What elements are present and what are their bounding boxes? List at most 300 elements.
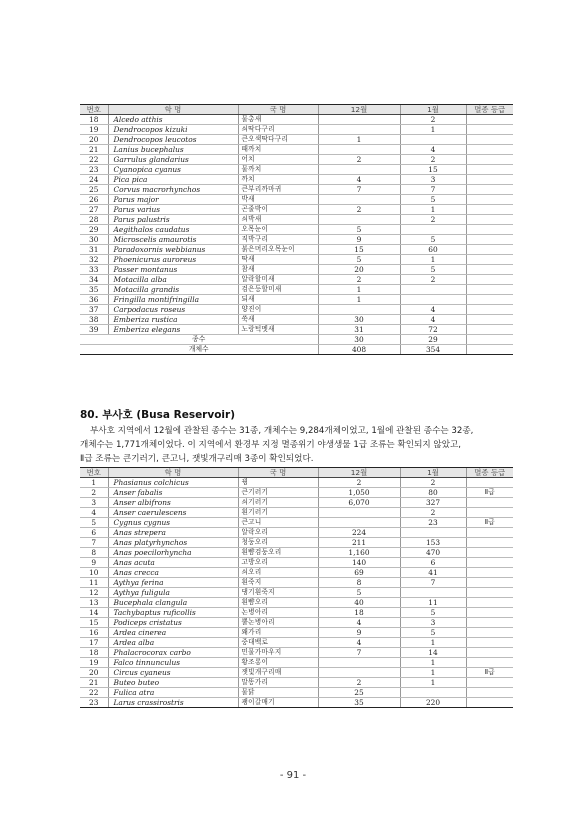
row-number: 13 bbox=[80, 598, 108, 608]
december-count: 9 bbox=[318, 235, 400, 245]
endangered-grade bbox=[466, 135, 513, 145]
january-count: 4 bbox=[400, 315, 466, 325]
row-number: 4 bbox=[80, 508, 108, 518]
table-row bbox=[80, 325, 513, 335]
december-count: 25 bbox=[318, 688, 400, 698]
korean-name: 흰뺨오리 bbox=[238, 598, 318, 608]
row-number: 2 bbox=[80, 488, 108, 498]
december-count bbox=[318, 115, 400, 125]
january-count: 23 bbox=[400, 518, 466, 528]
row-number: 29 bbox=[80, 225, 108, 235]
scientific-name: Falco tinnunculus bbox=[108, 658, 238, 668]
december-count: 30 bbox=[318, 315, 400, 325]
january-count: 4 bbox=[400, 145, 466, 155]
endangered-grade bbox=[466, 165, 513, 175]
korean-name: 잿빛개구리매 bbox=[238, 668, 318, 678]
table-row bbox=[80, 638, 513, 648]
table-row bbox=[80, 598, 513, 608]
december-count bbox=[318, 508, 400, 518]
header-scientific-name: 학 명 bbox=[108, 105, 238, 115]
table-row bbox=[80, 568, 513, 578]
row-number: 18 bbox=[80, 648, 108, 658]
december-count: 1,050 bbox=[318, 488, 400, 498]
december-count bbox=[318, 215, 400, 225]
korean-name: 청둥오리 bbox=[238, 538, 318, 548]
endangered-grade bbox=[466, 568, 513, 578]
table-row bbox=[80, 548, 513, 558]
january-count: 7 bbox=[400, 185, 466, 195]
table-row bbox=[80, 275, 513, 285]
busa-reservoir-species-table bbox=[80, 467, 513, 708]
table-row bbox=[80, 165, 513, 175]
december-count bbox=[318, 195, 400, 205]
row-number: 5 bbox=[80, 518, 108, 528]
january-count: 2 bbox=[400, 115, 466, 125]
species-count-row-january: 29 bbox=[400, 335, 466, 345]
korean-name: 물총새 bbox=[238, 115, 318, 125]
december-count: 15 bbox=[318, 245, 400, 255]
row-number: 25 bbox=[80, 185, 108, 195]
endangered-grade bbox=[466, 305, 513, 315]
korean-name: 괭이갈매기 bbox=[238, 698, 318, 708]
table-row bbox=[80, 478, 513, 488]
table-row bbox=[80, 265, 513, 275]
korean-name: 물까치 bbox=[238, 165, 318, 175]
scientific-name: Phasianus colchicus bbox=[108, 478, 238, 488]
table-row bbox=[80, 135, 513, 145]
january-count bbox=[400, 528, 466, 538]
january-count: 5 bbox=[400, 235, 466, 245]
table-row bbox=[80, 508, 513, 518]
korean-name: 까치 bbox=[238, 175, 318, 185]
january-count: 153 bbox=[400, 538, 466, 548]
january-count: 4 bbox=[400, 305, 466, 315]
scientific-name: Anser fabalis bbox=[108, 488, 238, 498]
december-count: 6,070 bbox=[318, 498, 400, 508]
table-row bbox=[80, 305, 513, 315]
row-number: 31 bbox=[80, 245, 108, 255]
table-header-row bbox=[80, 105, 513, 115]
january-count: 2 bbox=[400, 155, 466, 165]
page-number: - 91 - bbox=[279, 770, 307, 781]
january-count: 2 bbox=[400, 508, 466, 518]
table-row bbox=[80, 315, 513, 325]
table-row bbox=[80, 175, 513, 185]
korean-name: 민물가마우지 bbox=[238, 648, 318, 658]
scientific-name: Cygnus cygnus bbox=[108, 518, 238, 528]
table-row bbox=[80, 578, 513, 588]
species-count-row bbox=[80, 335, 513, 345]
endangered-grade bbox=[466, 598, 513, 608]
table-row bbox=[80, 678, 513, 688]
endangered-grade bbox=[466, 478, 513, 488]
january-count: 15 bbox=[400, 165, 466, 175]
table-row bbox=[80, 698, 513, 708]
row-number: 1 bbox=[80, 478, 108, 488]
endangered-grade bbox=[466, 145, 513, 155]
january-count: 41 bbox=[400, 568, 466, 578]
table-row bbox=[80, 528, 513, 538]
december-count: 1 bbox=[318, 285, 400, 295]
korean-name: 쇠딱다구리 bbox=[238, 125, 318, 135]
row-number: 22 bbox=[80, 155, 108, 165]
december-count bbox=[318, 305, 400, 315]
endangered-grade bbox=[466, 125, 513, 135]
december-count: 7 bbox=[318, 185, 400, 195]
species-count-row-label: 종수 bbox=[80, 335, 318, 345]
row-number: 20 bbox=[80, 668, 108, 678]
table-row bbox=[80, 488, 513, 498]
korean-name: 알락오리 bbox=[238, 528, 318, 538]
row-number: 38 bbox=[80, 315, 108, 325]
december-count: 2 bbox=[318, 478, 400, 488]
row-number: 19 bbox=[80, 125, 108, 135]
table-row bbox=[80, 295, 513, 305]
december-count: 211 bbox=[318, 538, 400, 548]
section-paragraph-line-1: 부사호 지역에서 12월에 관찰된 종수는 31종, 개체수는 9,284개체이었고, 1월에 관찰된 종수는 32종, bbox=[90, 426, 474, 436]
scientific-name: Dendrocopos leucotos bbox=[108, 135, 238, 145]
january-count: 5 bbox=[400, 265, 466, 275]
scientific-name: Dendrocopos kizuki bbox=[108, 125, 238, 135]
header-endangered-grade: 멸종 등급 bbox=[466, 105, 513, 115]
header-december: 12월 bbox=[318, 468, 400, 478]
korean-name: 쑥새 bbox=[238, 315, 318, 325]
individual-count-row-label: 개체수 bbox=[80, 345, 318, 355]
endangered-grade bbox=[466, 255, 513, 265]
korean-name: 큰기러기 bbox=[238, 488, 318, 498]
december-count: 4 bbox=[318, 638, 400, 648]
january-count: 11 bbox=[400, 598, 466, 608]
table-row bbox=[80, 235, 513, 245]
korean-name: 큰고니 bbox=[238, 518, 318, 528]
endangered-grade bbox=[466, 315, 513, 325]
busa-reservoir-species-table-body bbox=[80, 468, 513, 708]
row-number: 37 bbox=[80, 305, 108, 315]
endangered-grade bbox=[466, 698, 513, 708]
january-count bbox=[400, 688, 466, 698]
endangered-grade bbox=[466, 538, 513, 548]
january-count: 3 bbox=[400, 175, 466, 185]
january-count: 7 bbox=[400, 578, 466, 588]
scientific-name: Phoenicurus auroreus bbox=[108, 255, 238, 265]
january-count: 1 bbox=[400, 125, 466, 135]
korean-name: 쇠오리 bbox=[238, 568, 318, 578]
scientific-name: Aythya ferina bbox=[108, 578, 238, 588]
december-count: 40 bbox=[318, 598, 400, 608]
december-count: 31 bbox=[318, 325, 400, 335]
korean-name: 큰오색딱다구리 bbox=[238, 135, 318, 145]
scientific-name: Anas strepera bbox=[108, 528, 238, 538]
scientific-name: Ardea cinerea bbox=[108, 628, 238, 638]
january-count: 5 bbox=[400, 195, 466, 205]
scientific-name: Anas platyrhynchos bbox=[108, 538, 238, 548]
row-number: 39 bbox=[80, 325, 108, 335]
endangered-grade bbox=[466, 528, 513, 538]
january-count: 1 bbox=[400, 668, 466, 678]
endangered-grade bbox=[466, 508, 513, 518]
scientific-name: Passer montanus bbox=[108, 265, 238, 275]
january-count: 2 bbox=[400, 215, 466, 225]
row-number: 24 bbox=[80, 175, 108, 185]
scientific-name: Emberiza rustica bbox=[108, 315, 238, 325]
endangered-grade bbox=[466, 688, 513, 698]
january-count: 14 bbox=[400, 648, 466, 658]
december-count bbox=[318, 125, 400, 135]
december-count: 1,160 bbox=[318, 548, 400, 558]
december-count: 9 bbox=[318, 628, 400, 638]
table-row bbox=[80, 215, 513, 225]
december-count: 140 bbox=[318, 558, 400, 568]
scientific-name: Alcedo atthis bbox=[108, 115, 238, 125]
december-count: 20 bbox=[318, 265, 400, 275]
endangered-grade bbox=[466, 235, 513, 245]
table-row bbox=[80, 588, 513, 598]
row-number: 19 bbox=[80, 658, 108, 668]
scientific-name: Carpodacus roseus bbox=[108, 305, 238, 315]
row-number: 18 bbox=[80, 115, 108, 125]
scientific-name: Ardea alba bbox=[108, 638, 238, 648]
korean-name: 황조롱이 bbox=[238, 658, 318, 668]
row-number: 21 bbox=[80, 145, 108, 155]
korean-name: 곤줄박이 bbox=[238, 205, 318, 215]
table-row bbox=[80, 658, 513, 668]
scientific-name: Microscelis amaurotis bbox=[108, 235, 238, 245]
scientific-name: Cyanopica cyanus bbox=[108, 165, 238, 175]
endangered-grade bbox=[466, 295, 513, 305]
table-row bbox=[80, 668, 513, 678]
header-january: 1월 bbox=[400, 105, 466, 115]
scientific-name: Aegithalos caudatus bbox=[108, 225, 238, 235]
korean-name: 흰기러기 bbox=[238, 508, 318, 518]
row-number: 17 bbox=[80, 638, 108, 648]
january-count bbox=[400, 588, 466, 598]
korean-name: 알락할미새 bbox=[238, 275, 318, 285]
row-number: 28 bbox=[80, 215, 108, 225]
december-count: 224 bbox=[318, 528, 400, 538]
individual-count-row-grade bbox=[466, 345, 513, 355]
row-number: 33 bbox=[80, 265, 108, 275]
december-count: 35 bbox=[318, 698, 400, 708]
row-number: 36 bbox=[80, 295, 108, 305]
header-january: 1월 bbox=[400, 468, 466, 478]
scientific-name: Parus palustris bbox=[108, 215, 238, 225]
endangered-grade bbox=[466, 115, 513, 125]
endangered-grade bbox=[466, 175, 513, 185]
row-number: 11 bbox=[80, 578, 108, 588]
korean-name: 물닭 bbox=[238, 688, 318, 698]
december-count: 69 bbox=[318, 568, 400, 578]
endangered-grade bbox=[466, 265, 513, 275]
december-count bbox=[318, 668, 400, 678]
header-number: 번호 bbox=[80, 105, 108, 115]
korean-name: 붉은머리오목눈이 bbox=[238, 245, 318, 255]
row-number: 34 bbox=[80, 275, 108, 285]
row-number: 8 bbox=[80, 548, 108, 558]
korean-name: 검은등할미새 bbox=[238, 285, 318, 295]
scientific-name: Garrulus glandarius bbox=[108, 155, 238, 165]
row-number: 9 bbox=[80, 558, 108, 568]
header-korean-name: 국 명 bbox=[238, 468, 318, 478]
table-row bbox=[80, 538, 513, 548]
table-row bbox=[80, 195, 513, 205]
december-count: 2 bbox=[318, 678, 400, 688]
december-count: 7 bbox=[318, 648, 400, 658]
scientific-name: Pica pica bbox=[108, 175, 238, 185]
header-korean-name: 국 명 bbox=[238, 105, 318, 115]
scientific-name: Fringilla montifringilla bbox=[108, 295, 238, 305]
december-count: 5 bbox=[318, 588, 400, 598]
january-count: 60 bbox=[400, 245, 466, 255]
korean-name: 꿩 bbox=[238, 478, 318, 488]
january-count: 5 bbox=[400, 608, 466, 618]
header-endangered-grade: 멸종 등급 bbox=[466, 468, 513, 478]
korean-name: 노랑턱멧새 bbox=[238, 325, 318, 335]
january-count: 72 bbox=[400, 325, 466, 335]
table-row bbox=[80, 285, 513, 295]
row-number: 27 bbox=[80, 205, 108, 215]
section-paragraph-line-3: Ⅱ급 조류는 큰기러기, 큰고니, 잿빛개구리매 3종이 확인되었다. bbox=[80, 454, 314, 464]
scientific-name: Paradoxornis webbianus bbox=[108, 245, 238, 255]
endangered-grade bbox=[466, 285, 513, 295]
table-row bbox=[80, 628, 513, 638]
december-count bbox=[318, 518, 400, 528]
january-count: 1 bbox=[400, 658, 466, 668]
scientific-name: Buteo buteo bbox=[108, 678, 238, 688]
january-count: 327 bbox=[400, 498, 466, 508]
january-count bbox=[400, 135, 466, 145]
scientific-name: Anas acuta bbox=[108, 558, 238, 568]
row-number: 21 bbox=[80, 678, 108, 688]
endangered-grade bbox=[466, 548, 513, 558]
endangered-grade bbox=[466, 618, 513, 628]
korean-name: 오목눈이 bbox=[238, 225, 318, 235]
endangered-grade bbox=[466, 578, 513, 588]
korean-name: 되새 bbox=[238, 295, 318, 305]
scientific-name: Podiceps cristatus bbox=[108, 618, 238, 628]
table-row bbox=[80, 608, 513, 618]
december-count: 2 bbox=[318, 275, 400, 285]
endangered-grade: Ⅱ급 bbox=[466, 488, 513, 498]
january-count: 470 bbox=[400, 548, 466, 558]
species-count-row-december: 30 bbox=[318, 335, 400, 345]
row-number: 30 bbox=[80, 235, 108, 245]
row-number: 10 bbox=[80, 568, 108, 578]
january-count bbox=[400, 285, 466, 295]
section-title: 80. 부사호 (Busa Reservoir) bbox=[80, 409, 235, 421]
scientific-name: Aythya fuligula bbox=[108, 588, 238, 598]
header-number: 번호 bbox=[80, 468, 108, 478]
row-number: 3 bbox=[80, 498, 108, 508]
korean-name: 흰죽지 bbox=[238, 578, 318, 588]
endangered-grade bbox=[466, 195, 513, 205]
endangered-grade bbox=[466, 558, 513, 568]
january-count: 2 bbox=[400, 275, 466, 285]
table-row bbox=[80, 648, 513, 658]
table-row bbox=[80, 225, 513, 235]
table-row bbox=[80, 115, 513, 125]
endangered-grade bbox=[466, 628, 513, 638]
table-row bbox=[80, 155, 513, 165]
table-row bbox=[80, 125, 513, 135]
scientific-name: Phalacrocorax carbo bbox=[108, 648, 238, 658]
individual-count-row bbox=[80, 345, 513, 355]
december-count: 4 bbox=[318, 175, 400, 185]
korean-name: 직박구리 bbox=[238, 235, 318, 245]
scientific-name: Tachybaptus ruficollis bbox=[108, 608, 238, 618]
korean-name: 쇠박새 bbox=[238, 215, 318, 225]
december-count: 8 bbox=[318, 578, 400, 588]
january-count: 5 bbox=[400, 628, 466, 638]
korean-name: 논병아리 bbox=[238, 608, 318, 618]
individual-count-row-december: 408 bbox=[318, 345, 400, 355]
january-count: 6 bbox=[400, 558, 466, 568]
december-count: 5 bbox=[318, 255, 400, 265]
scientific-name: Corvus macrorhynchos bbox=[108, 185, 238, 195]
korean-name: 참새 bbox=[238, 265, 318, 275]
scientific-name: Emberiza elegans bbox=[108, 325, 238, 335]
december-count: 1 bbox=[318, 295, 400, 305]
korean-name: 댕기흰죽지 bbox=[238, 588, 318, 598]
december-count: 2 bbox=[318, 155, 400, 165]
december-count bbox=[318, 145, 400, 155]
endangered-grade bbox=[466, 658, 513, 668]
row-number: 23 bbox=[80, 165, 108, 175]
scientific-name: Lanius bucephalus bbox=[108, 145, 238, 155]
row-number: 12 bbox=[80, 588, 108, 598]
endangered-grade: Ⅱ급 bbox=[466, 668, 513, 678]
endangered-grade bbox=[466, 275, 513, 285]
table-row bbox=[80, 618, 513, 628]
species-count-row-grade bbox=[466, 335, 513, 345]
january-count: 2 bbox=[400, 478, 466, 488]
december-count: 5 bbox=[318, 225, 400, 235]
row-number: 20 bbox=[80, 135, 108, 145]
korean-name: 중대백로 bbox=[238, 638, 318, 648]
row-number: 35 bbox=[80, 285, 108, 295]
header-december: 12월 bbox=[318, 105, 400, 115]
korean-name: 박새 bbox=[238, 195, 318, 205]
table-row bbox=[80, 185, 513, 195]
row-number: 26 bbox=[80, 195, 108, 205]
scientific-name: Anser albifrons bbox=[108, 498, 238, 508]
scientific-name: Anser caerulescens bbox=[108, 508, 238, 518]
endangered-grade bbox=[466, 215, 513, 225]
endangered-grade bbox=[466, 498, 513, 508]
table-row bbox=[80, 205, 513, 215]
endangered-grade bbox=[466, 185, 513, 195]
row-number: 6 bbox=[80, 528, 108, 538]
korean-name: 고방오리 bbox=[238, 558, 318, 568]
scientific-name: Bucephala clangula bbox=[108, 598, 238, 608]
december-count: 18 bbox=[318, 608, 400, 618]
table-row bbox=[80, 255, 513, 265]
korean-name: 말똥가리 bbox=[238, 678, 318, 688]
korean-name: 때까치 bbox=[238, 145, 318, 155]
table-row bbox=[80, 145, 513, 155]
scientific-name: Motacilla alba bbox=[108, 275, 238, 285]
endangered-grade bbox=[466, 608, 513, 618]
table-header-row bbox=[80, 468, 513, 478]
header-scientific-name: 학 명 bbox=[108, 468, 238, 478]
january-count: 1 bbox=[400, 638, 466, 648]
korean-name: 딱새 bbox=[238, 255, 318, 265]
december-count: 4 bbox=[318, 618, 400, 628]
january-count: 1 bbox=[400, 255, 466, 265]
january-count bbox=[400, 295, 466, 305]
january-count: 80 bbox=[400, 488, 466, 498]
january-count: 1 bbox=[400, 205, 466, 215]
endangered-grade bbox=[466, 588, 513, 598]
